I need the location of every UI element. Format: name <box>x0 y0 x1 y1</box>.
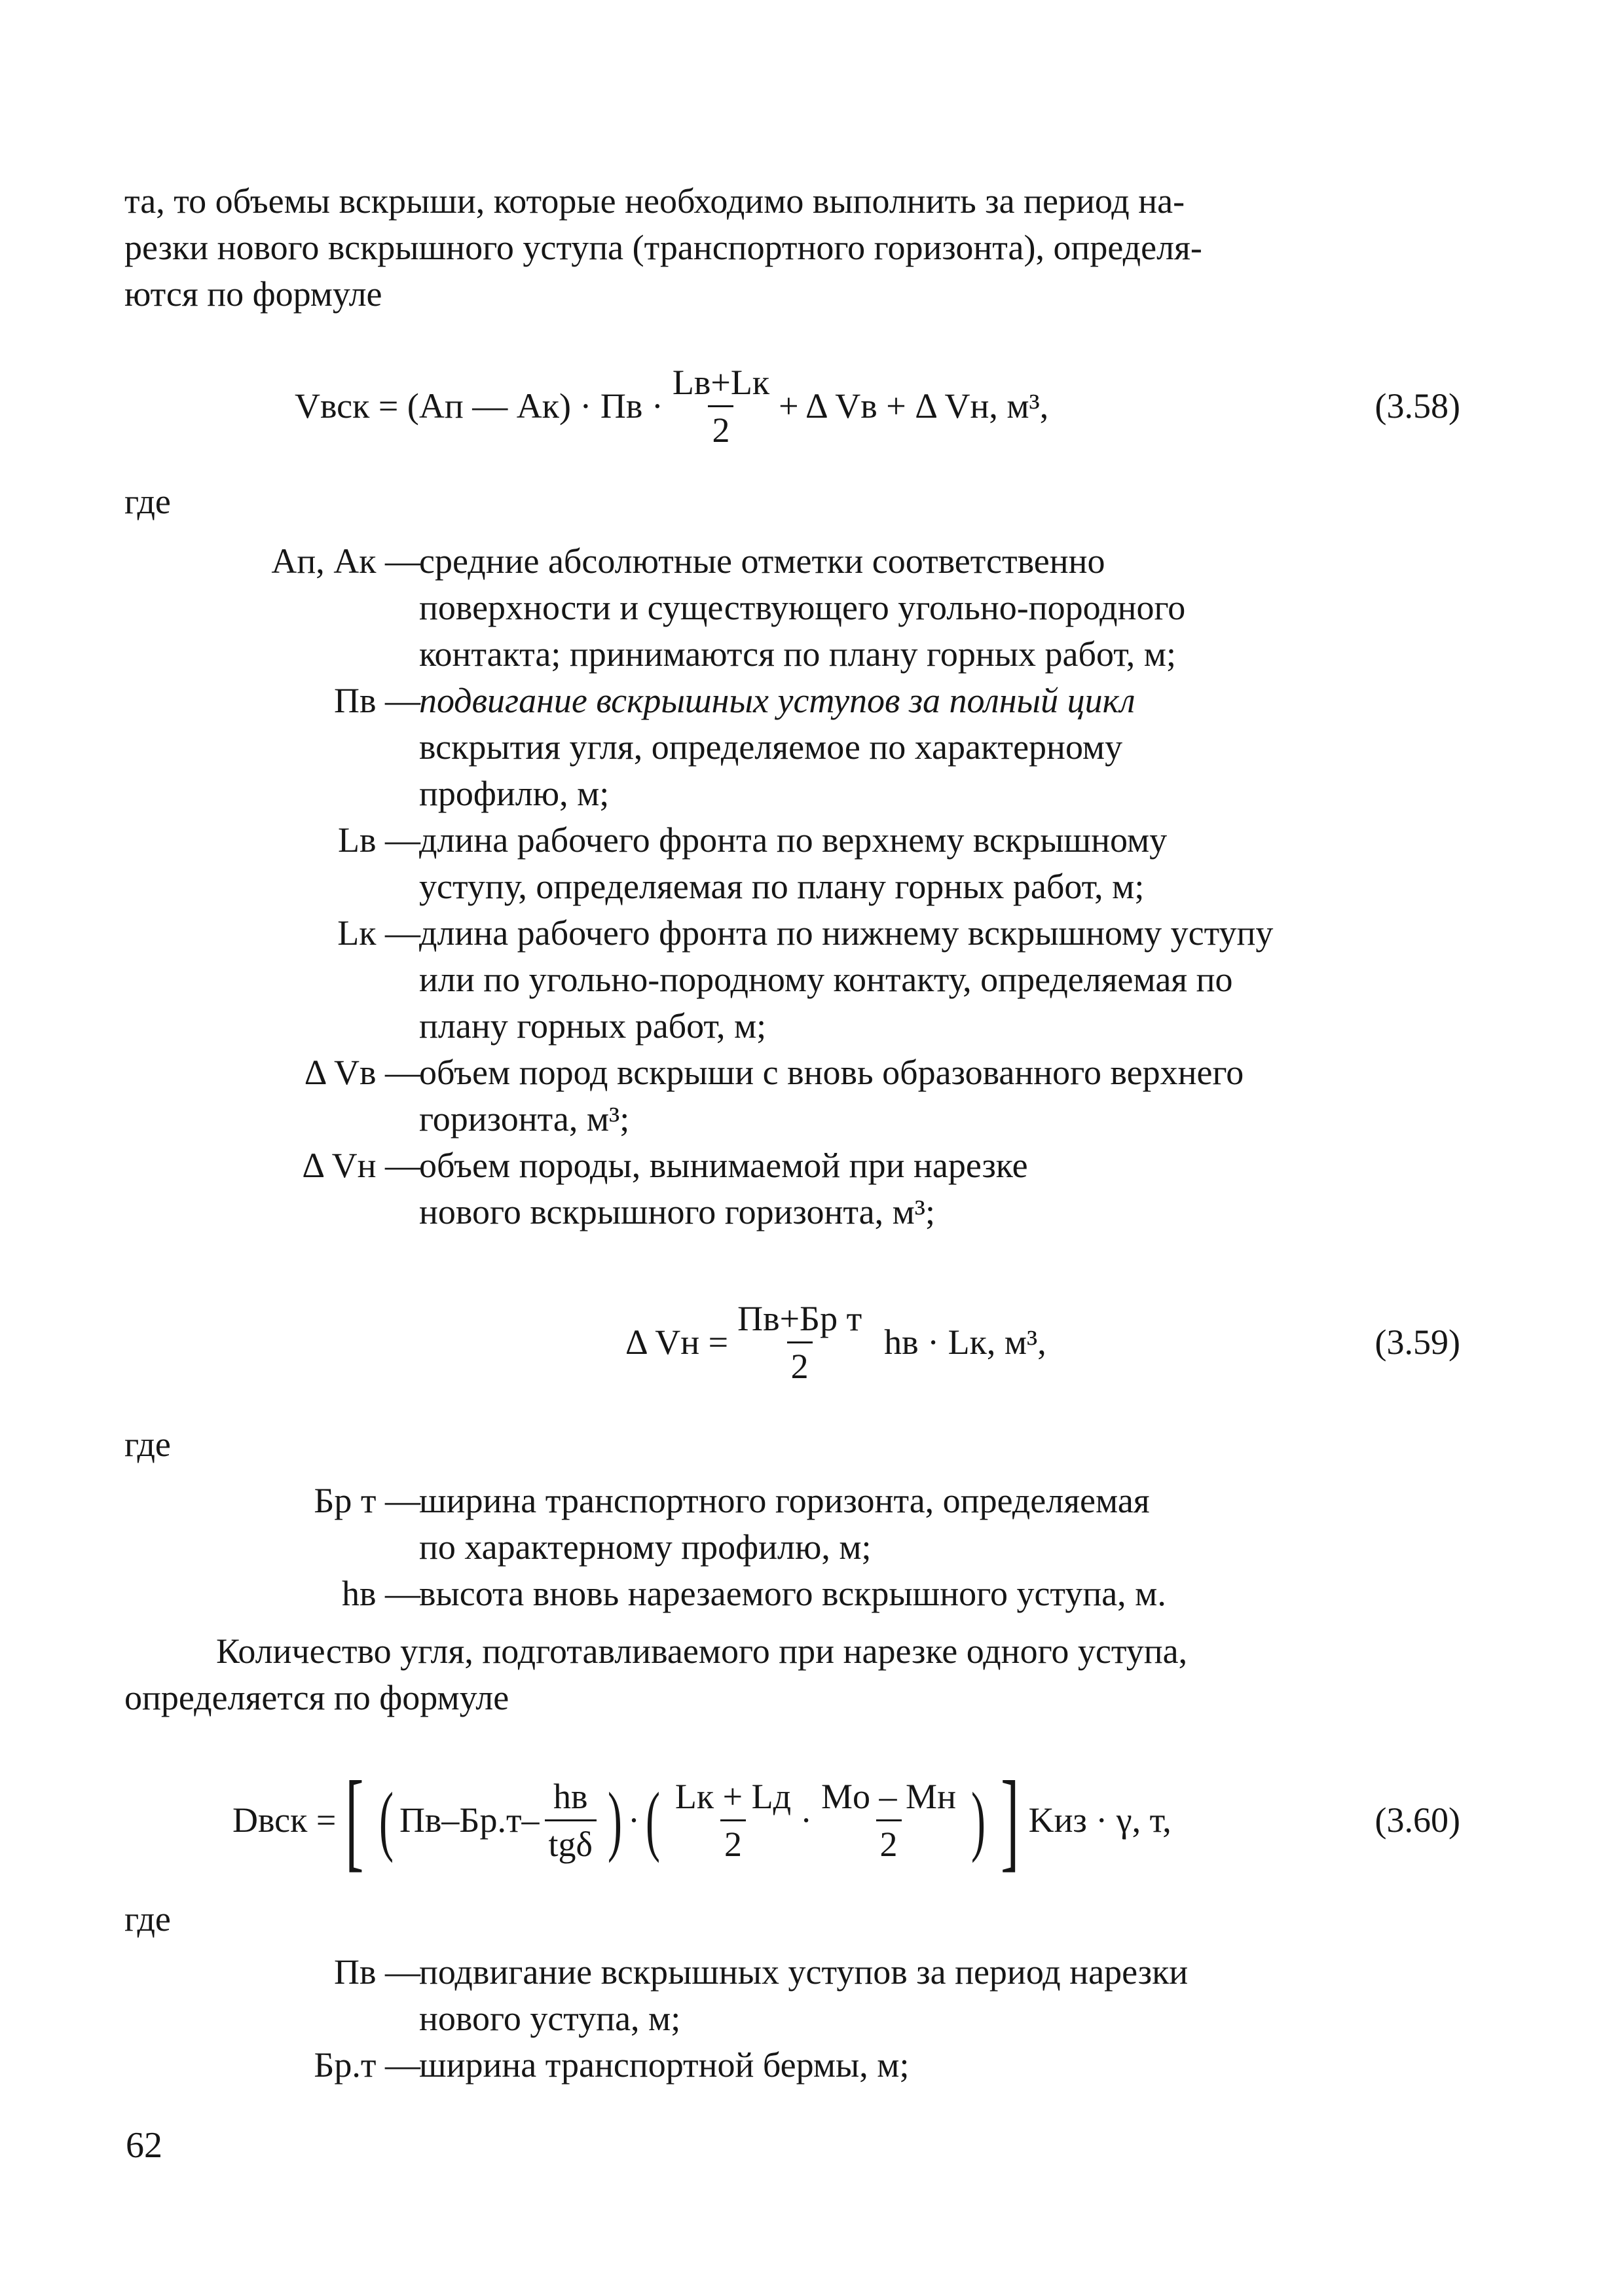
def-desc: объем пород вскрыши с вновь образованного верхнего <box>419 1053 1244 1092</box>
right-paren-icon: ) <box>970 1776 986 1863</box>
definitions-block-1 <box>0 543 1624 1241</box>
eq358-lhs: Vвск = (Aп — Aк) · Пв · <box>295 386 663 426</box>
eq358-rhs: + Δ Vв + Δ Vн, м³, <box>779 386 1049 426</box>
def-term: hв — <box>342 1574 420 1613</box>
eq359-lhs: Δ Vн = <box>625 1322 729 1362</box>
def-term: Пв — <box>334 681 420 720</box>
formula-3-59 <box>625 1293 1046 1391</box>
where-label: где <box>124 1425 171 1464</box>
intro-paragraph <box>124 178 1473 318</box>
definition-row <box>0 1008 1624 1055</box>
def-desc: вскрытия угля, определяемое по характерному <box>419 727 1123 767</box>
definition-row <box>0 962 1624 1008</box>
eq359-frac-numerator: Пв+Бр т <box>737 1298 862 1338</box>
paragraph-2-line-1: Количество угля, подготавливаемого при нарезке одного уступа, <box>216 1631 1188 1671</box>
left-paren-icon: ( <box>378 1776 394 1863</box>
eq360-fraction-3 <box>817 1776 960 1865</box>
definition-row <box>0 822 1624 869</box>
def-desc: ширина транспортной бермы, м; <box>419 2045 910 2085</box>
left-bracket-icon: [ <box>345 1758 364 1882</box>
definitions-block-3 <box>0 1954 1624 2094</box>
where-label: где <box>124 1899 171 1939</box>
def-term: Δ Vв — <box>304 1053 420 1092</box>
where-label: где <box>124 482 171 521</box>
eq360-f1-numerator: hв <box>553 1776 588 1816</box>
definition-row <box>0 1576 1624 1622</box>
def-desc: объем породы, вынимаемой при нарезке <box>419 1146 1028 1185</box>
def-desc: подвигание вскрышных уступов за полный цикл <box>419 681 1135 720</box>
def-desc: подвигание вскрышных уступов за период нарезки <box>419 1952 1189 1992</box>
formula-3-58 <box>295 357 1048 455</box>
definitions-block-2 <box>0 1483 1624 1622</box>
eq360-f3-numerator: Mо – Mн <box>821 1776 956 1816</box>
eq359-rhs: hв · Lк, м³, <box>884 1322 1046 1362</box>
eq360-f2-denominator: 2 <box>720 1819 746 1865</box>
definition-row <box>0 915 1624 962</box>
def-desc: нового вскрышного горизонта, м³; <box>419 1192 935 1231</box>
definition-row <box>0 869 1624 915</box>
paragraph-2-line-2: определяется по формуле <box>124 1678 509 1717</box>
def-desc: средние абсолютные отметки соответственно <box>419 541 1105 581</box>
def-desc: профилю, м; <box>419 774 610 813</box>
definition-row <box>0 1148 1624 1194</box>
definition-row <box>0 729 1624 776</box>
right-bracket-icon: ] <box>1001 1758 1020 1882</box>
def-desc: плану горных работ, м; <box>419 1006 767 1046</box>
intro-line: ются по формуле <box>124 274 382 314</box>
eq360-lhs: Dвск = <box>232 1800 337 1840</box>
def-desc: ширина транспортного горизонта, определяемая <box>419 1481 1150 1520</box>
def-term: Lв — <box>338 820 420 860</box>
definition-row <box>0 2047 1624 2094</box>
def-desc: уступу, определяемая по плану горных работ, м; <box>419 867 1145 906</box>
equation-number-3-60: (3.60) <box>1375 1800 1460 1840</box>
multiply-dot-icon: · <box>627 1800 640 1840</box>
def-desc: длина рабочего фронта по верхнему вскрышному <box>419 820 1168 860</box>
definition-row <box>0 1529 1624 1576</box>
eq359-fraction <box>733 1298 866 1387</box>
formula-3-60 <box>232 1755 1172 1886</box>
intro-line: та, то объемы вскрыши, которые необходимо выполнить за период на- <box>124 181 1185 221</box>
equation-number-3-59: (3.59) <box>1375 1322 1460 1362</box>
right-paren-icon: ) <box>607 1776 622 1863</box>
equation-number-3-58: (3.58) <box>1375 386 1460 426</box>
def-term: Бр т — <box>314 1481 420 1520</box>
eq360-term-1: Пв–Бр.т– <box>399 1800 540 1840</box>
definition-row <box>0 590 1624 636</box>
equation-3-60 <box>0 1755 1624 1886</box>
multiply-dot-icon: · <box>800 1800 813 1840</box>
def-term: Бр.т — <box>314 2045 420 2085</box>
def-desc: контакта; принимаются по плану горных работ, м; <box>419 634 1176 674</box>
def-desc: или по угольно-породному контакту, определяемая по <box>419 960 1233 999</box>
def-desc: по характерному профилю, м; <box>419 1527 872 1567</box>
definition-row <box>0 1954 1624 2001</box>
def-term: Lк — <box>337 913 420 953</box>
eq359-frac-denominator: 2 <box>787 1341 813 1387</box>
definition-row <box>0 776 1624 822</box>
def-desc: высота вновь нарезаемого вскрышного уступа, м. <box>419 1574 1166 1613</box>
definition-row <box>0 1101 1624 1148</box>
eq360-rhs: Kиз · γ, т, <box>1028 1800 1172 1840</box>
eq360-f3-denominator: 2 <box>876 1819 902 1865</box>
def-term: Δ Vн — <box>302 1146 420 1185</box>
definition-row <box>0 683 1624 729</box>
def-desc: нового уступа, м; <box>419 1999 681 2038</box>
equation-3-58 <box>0 357 1624 455</box>
definition-row <box>0 1055 1624 1101</box>
eq360-f1-denominator: tgδ <box>545 1819 597 1865</box>
eq360-fraction-1 <box>545 1776 597 1865</box>
def-term: Aп, Aк — <box>271 541 420 581</box>
eq358-fraction <box>669 362 773 450</box>
definition-row <box>0 543 1624 590</box>
def-term: Пв — <box>334 1952 420 1992</box>
definition-row <box>0 1483 1624 1529</box>
definition-row <box>0 2001 1624 2047</box>
def-desc: длина рабочего фронта по нижнему вскрышному уступу <box>419 913 1274 953</box>
definition-row <box>0 1194 1624 1241</box>
equation-3-59 <box>0 1293 1624 1391</box>
eq360-fraction-2 <box>671 1776 795 1865</box>
definition-row <box>0 636 1624 683</box>
eq360-f2-numerator: Lк + Lд <box>674 1776 792 1816</box>
eq358-frac-denominator: 2 <box>708 405 733 450</box>
page-number: 62 <box>126 2125 162 2166</box>
eq358-frac-numerator: Lв+Lк <box>672 362 770 402</box>
left-paren-icon: ( <box>645 1776 660 1863</box>
def-desc: горизонта, м³; <box>419 1099 630 1139</box>
intro-line: резки нового вскрышного уступа (транспортного горизонта), определя- <box>124 228 1202 267</box>
def-desc: поверхности и существующего угольно-породного <box>419 588 1186 627</box>
